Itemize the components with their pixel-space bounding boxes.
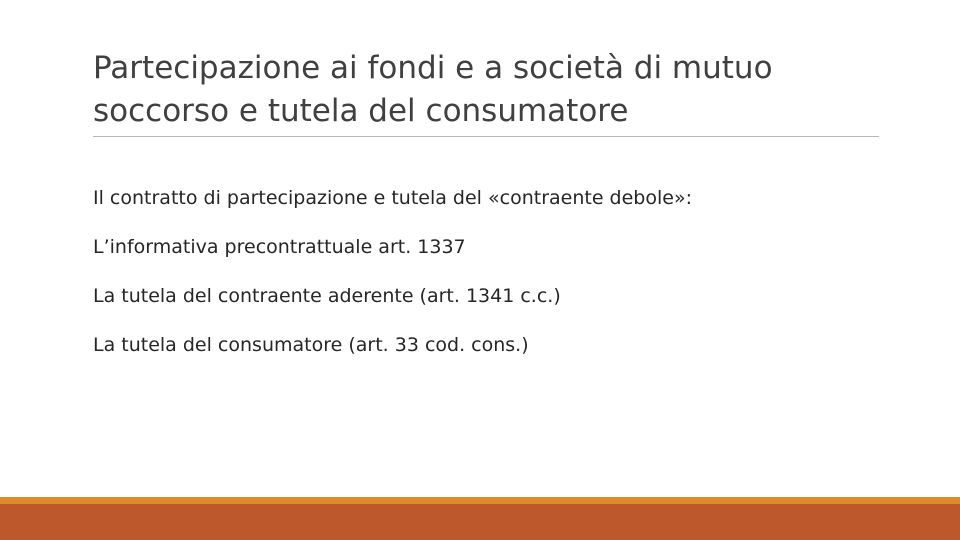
list-item: La tutela del consumatore (art. 33 cod. cons.): [93, 334, 529, 356]
list-item: La tutela del contraente aderente (art. 1341 c.c.): [93, 285, 561, 307]
slide-title-line-1: Partecipazione ai fondi e a società di mutuo: [93, 50, 773, 86]
list-item: L’informativa precontrattuale art. 1337: [93, 236, 466, 258]
slide-title-line-2: soccorso e tutela del consumatore: [93, 93, 629, 129]
slide-title: [93, 47, 883, 133]
list-item: Il contratto di partecipazione e tutela del «contraente debole»:: [93, 187, 692, 209]
bullet-list: [93, 184, 893, 380]
footer-accent-stripe: [0, 497, 960, 504]
footer-stripe: [0, 504, 960, 540]
title-divider: [93, 136, 879, 137]
